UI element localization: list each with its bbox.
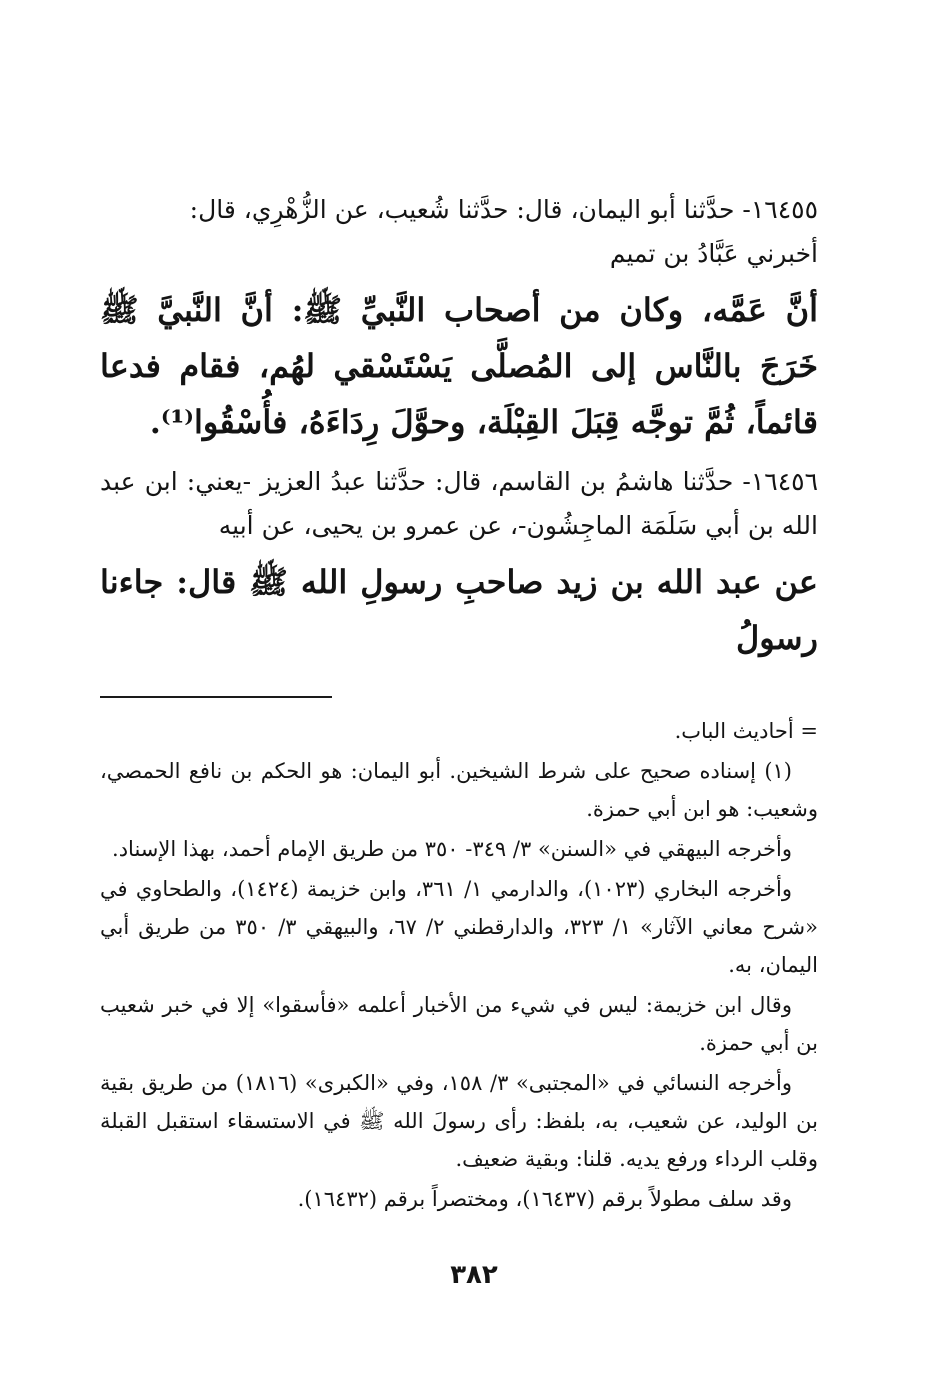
footnote-divider [100,696,332,698]
hadith-16456-isnad: ١٦٤٥٦- حدَّثنا هاشمُ بن القاسم، قال: حدَّثنا عبدُ العزيز -يعني: ابن عبد الله بن أبي سَلَمَة الماجِشُون-، عن عمرو بن يحيى، عن أبيه [100,467,818,540]
hadith-16455-matn: أنَّ عَمَّه، وكان من أصحاب النَّبيِّ ﷺ: أنَّ النَّبيَّ ﷺ خَرَجَ بالنَّاس إلى المُصلَّى يَسْتَسْقي لهُم، فقام فدعا قائماً، ثُمَّ توجَّه قِبَلَ القِبْلَة، وحوَّلَ رِدَاءَهُ، فأُسْقُوا⁽¹⁾. [100,291,818,441]
footnote-paragraph: وأخرجه البخاري (١٠٢٣)، والدارمي ١/ ٣٦١، وابن خزيمة (١٤٢٤)، والطحاوي في «شرح معاني الآثار» ١/ ٣٢٣، والدارقطني ٢/ ٦٧، والبيهقي ٣/ ٣٥٠ من طريق أبي اليمان، به. [100,877,818,977]
footnote-continuation: = أحاديث الباب. [674,719,818,743]
footnotes [100,712,818,1218]
footnote-paragraph: وأخرجه النسائي في «المجتبى» ٣/ ١٥٨، وفي «الكبرى» (١٨١٦) من طريق بقية بن الوليد، عن شعيب، به، بلفظ: رأى رسولَ الله ﷺ في الاستسقاء استقبل القبلة وقلب الرداء ورفع يديه. قلنا: وبقية ضعيف. [100,1071,818,1171]
page-body [100,188,818,1220]
hadith-16456-matn: عن عبد الله بن زيد صاحبِ رسولِ الله ﷺ قال: جاءنا رسولُ [100,563,818,657]
footnote-1: (١) إسناده صحيح على شرط الشيخين. أبو اليمان: هو الحكم بن نافع الحمصي، وشعيب: هو ابن أبي حمزة. [100,759,818,821]
hadith-16455-isnad-line1: ١٦٤٥٥- حدَّثنا أبو اليمان، قال: حدَّثنا شُعيب، عن الزُّهْرِي، قال: [189,195,818,224]
footnote-paragraph: وأخرجه البيهقي في «السنن» ٣/ ٣٤٩- ٣٥٠ من طريق الإمام أحمد، بهذا الإسناد. [112,837,792,861]
hadith-16455-isnad-line2: أخبرني عَبَّادُ بن تميم [609,239,818,268]
footnote-paragraph: وقد سلف مطولاً برقم (١٦٤٣٧)، ومختصراً برقم (١٦٤٣٢). [297,1187,792,1211]
page-number: ٣٨٢ [450,1260,498,1290]
footnote-paragraph: وقال ابن خزيمة: ليس في شيء من الأخبار أعلمه «فأسقوا» إلا في خبر شعيب بن أبي حمزة. [100,993,818,1055]
